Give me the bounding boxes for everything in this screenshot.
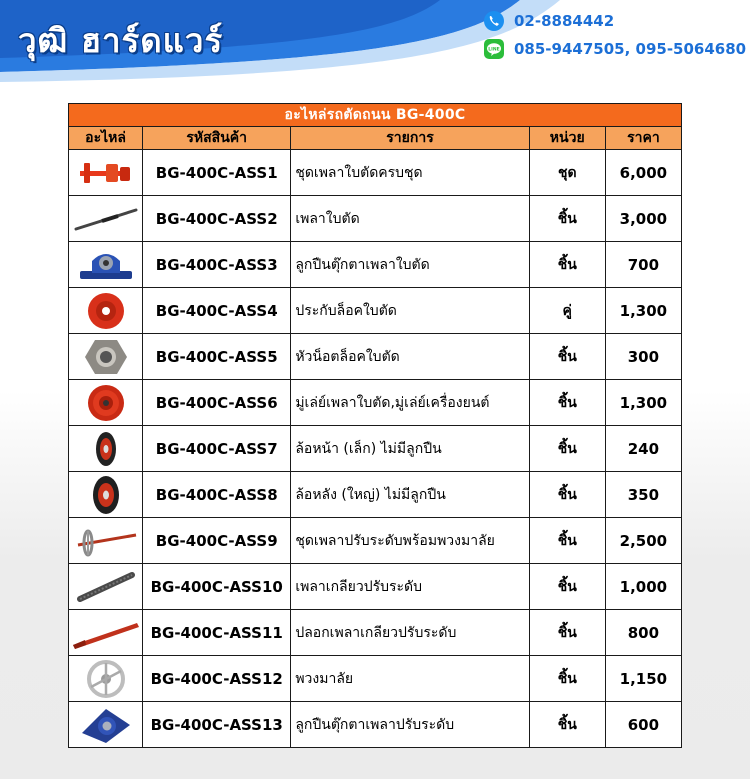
part-code: BG-400C-ASS13 (143, 702, 291, 748)
part-image-cell (69, 518, 143, 564)
part-unit: ชิ้น (529, 196, 605, 242)
part-description: ลูกปืนตุ๊กตาเพลาใบตัด (291, 242, 529, 288)
column-header-code: รหัสสินค้า (143, 127, 291, 150)
part-price: 1,000 (605, 564, 681, 610)
part-image-cell (69, 288, 143, 334)
column-header-description: รายการ (291, 127, 529, 150)
part-description: ชุดเพลาใบตัดครบชุด (291, 150, 529, 196)
part-unit: ชิ้น (529, 334, 605, 380)
part-price: 1,300 (605, 380, 681, 426)
part-code: BG-400C-ASS10 (143, 564, 291, 610)
part-image-cell (69, 334, 143, 380)
table-row (69, 702, 682, 748)
line-numbers[interactable]: 085-9447505, 095-5064680 (514, 40, 747, 58)
part-description: ล้อหน้า (เล็ก) ไม่มีลูกปืน (291, 426, 529, 472)
table-row (69, 564, 682, 610)
blade-shaft-set-icon (76, 155, 136, 191)
part-price: 700 (605, 242, 681, 288)
part-price: 3,000 (605, 196, 681, 242)
table-row (69, 380, 682, 426)
parts-price-table (68, 103, 682, 748)
small-wheel-icon (91, 429, 121, 469)
line-app-icon (484, 39, 504, 59)
part-unit: ชุด (529, 150, 605, 196)
part-description: พวงมาลัย (291, 656, 529, 702)
table-row (69, 518, 682, 564)
large-wheel-icon (89, 474, 123, 516)
part-description: ล้อหลัง (ใหญ่) ไม่มีลูกปืน (291, 472, 529, 518)
part-description: เพลาใบตัด (291, 196, 529, 242)
phone-number[interactable]: 02-8884442 (514, 12, 615, 30)
depth-adjust-shaft-icon (72, 523, 140, 559)
column-header-unit: หน่วย (529, 127, 605, 150)
part-code: BG-400C-ASS2 (143, 196, 291, 242)
part-price: 2,500 (605, 518, 681, 564)
part-unit: ชิ้น (529, 518, 605, 564)
flange-bearing-icon (78, 705, 134, 745)
header (0, 0, 750, 100)
part-image-cell (69, 242, 143, 288)
part-price: 6,000 (605, 150, 681, 196)
part-image-cell (69, 426, 143, 472)
part-description: ลูกปืนตุ๊กตาเพลาปรับระดับ (291, 702, 529, 748)
part-unit: ชิ้น (529, 610, 605, 656)
part-code: BG-400C-ASS5 (143, 334, 291, 380)
table-row (69, 426, 682, 472)
part-unit: ชิ้น (529, 564, 605, 610)
phone-icon (484, 11, 504, 31)
pulley-icon (84, 383, 128, 423)
part-price: 1,150 (605, 656, 681, 702)
table-row (69, 656, 682, 702)
part-image-cell (69, 564, 143, 610)
line-contact (484, 39, 746, 59)
part-unit: ชิ้น (529, 656, 605, 702)
part-unit: ชิ้น (529, 426, 605, 472)
table-row (69, 334, 682, 380)
table-row (69, 472, 682, 518)
part-code: BG-400C-ASS3 (143, 242, 291, 288)
column-header-price: ราคา (605, 127, 681, 150)
blade-lock-nut-icon (83, 337, 129, 377)
table-row (69, 196, 682, 242)
part-price: 600 (605, 702, 681, 748)
table-row (69, 150, 682, 196)
part-description: มู่เล่ย์เพลาใบตัด,มู่เล่ย์เครื่องยนต์ (291, 380, 529, 426)
table-row (69, 610, 682, 656)
part-image-cell (69, 610, 143, 656)
part-code: BG-400C-ASS9 (143, 518, 291, 564)
part-image-cell (69, 702, 143, 748)
blade-flange-icon (86, 291, 126, 331)
blade-shaft-icon (72, 201, 140, 237)
part-unit: ชิ้น (529, 702, 605, 748)
part-code: BG-400C-ASS7 (143, 426, 291, 472)
part-description: หัวน็อตล็อคใบตัด (291, 334, 529, 380)
part-image-cell (69, 150, 143, 196)
threaded-sleeve-icon (71, 615, 141, 651)
part-unit: ชิ้น (529, 472, 605, 518)
part-code: BG-400C-ASS8 (143, 472, 291, 518)
part-unit: คู่ (529, 288, 605, 334)
phone-contact (484, 11, 614, 31)
part-image-cell (69, 380, 143, 426)
part-unit: ชิ้น (529, 242, 605, 288)
brand-logo-text: วุฒิ ฮาร์ดแวร์ (18, 21, 224, 60)
part-code: BG-400C-ASS1 (143, 150, 291, 196)
part-code: BG-400C-ASS11 (143, 610, 291, 656)
svg-text:LINE: LINE (488, 47, 500, 53)
part-image-cell (69, 196, 143, 242)
part-price: 350 (605, 472, 681, 518)
part-code: BG-400C-ASS6 (143, 380, 291, 426)
part-price: 800 (605, 610, 681, 656)
part-description: ชุดเพลาปรับระดับพร้อมพวงมาลัย (291, 518, 529, 564)
part-description: ประกับล็อคใบตัด (291, 288, 529, 334)
part-code: BG-400C-ASS4 (143, 288, 291, 334)
part-image-cell (69, 472, 143, 518)
table-title: อะไหล่รถตัดถนน BG-400C (69, 104, 682, 127)
pillow-block-bearing-icon (76, 247, 136, 283)
handwheel-icon (86, 659, 126, 699)
part-code: BG-400C-ASS12 (143, 656, 291, 702)
part-price: 1,300 (605, 288, 681, 334)
table-row (69, 242, 682, 288)
table-row (69, 288, 682, 334)
part-price: 300 (605, 334, 681, 380)
part-price: 240 (605, 426, 681, 472)
part-description: ปลอกเพลาเกลียวปรับระดับ (291, 610, 529, 656)
part-image-cell (69, 656, 143, 702)
column-header-part: อะไหล่ (69, 127, 143, 150)
part-description: เพลาเกลียวปรับระดับ (291, 564, 529, 610)
part-unit: ชิ้น (529, 380, 605, 426)
threaded-rod-icon (74, 569, 138, 605)
